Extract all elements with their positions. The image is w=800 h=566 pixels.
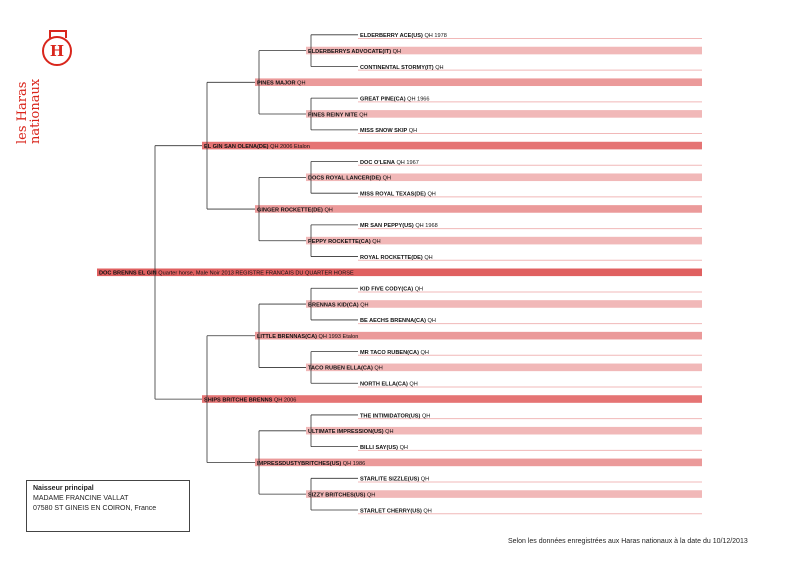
horse-name: BE AECHS BRENNA(CA) <box>360 318 426 325</box>
horse-name: KID FIVE CODY(CA) <box>360 286 414 293</box>
logo-wordmark <box>16 79 42 144</box>
horse-info: QH 1968 <box>413 223 438 230</box>
horse-info: QH <box>295 80 306 87</box>
logo-line-1: les Haras <box>15 81 30 144</box>
horse-name: DOC BRENNS EL GIN <box>99 270 157 277</box>
horse-name: NORTH ELLA(CA) <box>360 381 408 388</box>
horse-name: GINGER ROCKETTE(DE) <box>257 207 323 214</box>
horse-info: QH <box>372 365 383 372</box>
horse-name: MR TACO RUBEN(CA) <box>360 349 419 356</box>
horse-mr-san-peppy-us <box>358 223 702 229</box>
horse-label <box>360 96 430 102</box>
horse-name: BRENNAS KID(CA) <box>308 302 359 309</box>
horse-name: MISS SNOW SKIP <box>360 128 408 135</box>
source-footer: Selon les données enregistrées aux Haras nationaux à la date du 10/12/2013 <box>508 538 748 545</box>
horse-mr-taco-ruben-ca <box>358 350 702 356</box>
horse-info: QH 1966 <box>405 96 430 103</box>
haras-logo <box>15 36 88 156</box>
horse-name: GREAT PINE(CA) <box>360 96 406 103</box>
horse-royal-rockette-de <box>358 255 702 261</box>
horse-label <box>308 239 381 245</box>
horse-starlet-cherry-us <box>358 508 702 514</box>
horse-name: THE INTIMIDATOR(US) <box>360 413 421 420</box>
logo-line-2: nationaux <box>28 78 43 144</box>
horse-info: QH 1978 <box>422 33 447 40</box>
horse-doc-brenns-el-gin <box>97 269 702 277</box>
horse-label <box>360 350 429 356</box>
horse-info: QH <box>433 64 444 71</box>
horse-name: TACO RUBEN ELLA(CA) <box>308 365 373 372</box>
horse-name: PINES REINY NITE <box>308 112 358 119</box>
breeder-title: Naisseur principal <box>33 485 94 492</box>
horse-name: PEPPY ROCKETTE(CA) <box>308 239 371 246</box>
horse-label <box>99 271 354 277</box>
horse-info: QH <box>420 413 431 420</box>
horse-label <box>308 366 383 372</box>
horse-label <box>360 65 444 71</box>
horse-miss-royal-texas-de <box>358 192 702 198</box>
horse-info: Quarter horse, Male Noir 2013 REGISTRE FRANCAIS DU QUARTER HORSE <box>156 270 354 277</box>
horse-label <box>257 334 358 340</box>
horse-info: QH <box>421 508 432 515</box>
horse-north-ella-ca <box>358 382 702 388</box>
horse-info: QH <box>357 112 368 119</box>
logo-letter: H <box>42 36 72 66</box>
horse-the-intimidator-us <box>358 413 702 419</box>
breeder-address: 07580 ST GINEIS EN COIRON, France <box>33 505 157 512</box>
horse-info: QH <box>370 239 381 246</box>
horse-label <box>360 255 433 261</box>
horse-name: CONTINENTAL STORMY(IT) <box>360 64 434 71</box>
horse-label <box>360 33 447 39</box>
horse-name: PINES MAJOR <box>257 80 296 87</box>
horse-label <box>308 492 375 498</box>
breeder-box <box>26 480 190 532</box>
horse-elderberrys-advocate-it <box>306 47 702 55</box>
horse-pines-major <box>255 78 702 86</box>
horse-pines-reiny-nite <box>306 110 702 118</box>
horse-label <box>257 461 365 467</box>
horse-info: QH <box>422 254 433 261</box>
horse-peppy-rockette-ca <box>306 237 702 245</box>
horse-name: ULTIMATE IMPRESSION(US) <box>308 429 384 436</box>
horse-name: ELDERBERRYS ADVOCATE(IT) <box>308 48 392 55</box>
horse-docs-royal-lancer-de <box>306 173 702 181</box>
horse-ships-britche-brenns <box>202 395 702 403</box>
horse-elderberry-ace-us <box>358 33 702 39</box>
horse-info: QH <box>383 429 394 436</box>
horse-info: QH 1993 Etalon <box>316 334 359 341</box>
horse-billi-say-us <box>358 445 702 451</box>
horse-label <box>257 81 306 87</box>
horse-label <box>360 413 430 419</box>
horse-great-pine-ca <box>358 96 702 102</box>
horse-label <box>360 445 408 451</box>
horse-info: QH <box>407 128 418 135</box>
horse-info: QH 1986 <box>341 460 366 467</box>
horse-label <box>360 287 423 293</box>
horse-label <box>360 508 432 514</box>
horse-label <box>308 49 401 55</box>
horse-name: SIZZY BRITCHES(US) <box>308 492 366 499</box>
horse-info: QH 1967 <box>394 159 419 166</box>
horse-label <box>360 160 419 166</box>
horse-name: IMPRESSDUSTYBRITCHES(US) <box>257 460 342 467</box>
horse-label <box>360 318 436 324</box>
horse-info: QH <box>426 318 436 325</box>
horse-label <box>308 112 368 118</box>
horse-be-aechs-brenna-ca <box>358 318 702 324</box>
horse-label <box>257 207 333 213</box>
horse-sizzy-britches-us <box>306 490 702 498</box>
horse-info: QH <box>413 286 424 293</box>
horse-label <box>360 477 429 483</box>
horse-label <box>360 223 438 229</box>
horse-info: QH <box>419 476 430 483</box>
horse-info: QH <box>425 191 436 198</box>
horse-label <box>308 302 369 308</box>
horse-label <box>308 176 391 182</box>
breeder-name: MADAME FRANCINE VALLAT <box>33 495 129 502</box>
horse-info: QH <box>418 349 429 356</box>
horse-little-brennas-ca <box>255 332 702 340</box>
horse-el-gin-san-olena-de <box>202 142 702 150</box>
horse-label <box>360 192 436 198</box>
horse-continental-stormy-it <box>358 65 702 71</box>
generation-bar <box>255 78 702 86</box>
horse-brennas-kid-ca <box>306 300 702 308</box>
horse-ginger-rockette-de <box>255 205 702 213</box>
horse-name: ROYAL ROCKETTE(DE) <box>360 254 423 261</box>
horse-doc-o-lena <box>358 160 702 166</box>
horse-name: SHIPS BRITCHE BRENNS <box>204 397 273 404</box>
horse-name: STARLITE SIZZLE(US) <box>360 476 420 483</box>
horse-label <box>360 382 418 388</box>
horse-taco-ruben-ella-ca <box>306 364 702 372</box>
horse-name: BILLI SAY(US) <box>360 444 399 451</box>
horse-info: QH <box>322 207 333 214</box>
horse-name: MR SAN PEPPY(US) <box>360 223 414 230</box>
horse-name: DOC O'LENA <box>360 159 395 166</box>
horse-ultimate-impression-us <box>306 427 702 435</box>
horse-name: MISS ROYAL TEXAS(DE) <box>360 191 426 198</box>
horse-label <box>360 128 417 134</box>
horse-label <box>308 429 394 435</box>
horse-info: QH <box>398 444 408 451</box>
horse-info: QH <box>391 48 402 55</box>
horse-name: DOCS ROYAL LANCER(DE) <box>308 175 382 182</box>
horse-info: QH <box>365 492 376 499</box>
horse-miss-snow-skip <box>358 128 702 134</box>
horse-info: QH <box>407 381 418 388</box>
horse-label <box>204 397 296 403</box>
horse-info: QH 2006 Etalon <box>268 143 310 150</box>
horse-info: QH 2006 <box>272 397 297 404</box>
horse-name: ELDERBERRY ACE(US) <box>360 33 423 40</box>
horse-name: EL GIN SAN OLENA(DE) <box>204 143 269 150</box>
horse-label <box>204 144 310 150</box>
horse-starlite-sizzle-us <box>358 477 702 483</box>
horse-name: STARLET CHERRY(US) <box>360 508 422 515</box>
horse-name: LITTLE BRENNAS(CA) <box>257 334 317 341</box>
horse-info: QH <box>381 175 391 182</box>
horse-kid-five-cody-ca <box>358 287 702 293</box>
horse-impressdustybritches-us <box>255 459 702 467</box>
horse-info: QH <box>358 302 369 309</box>
